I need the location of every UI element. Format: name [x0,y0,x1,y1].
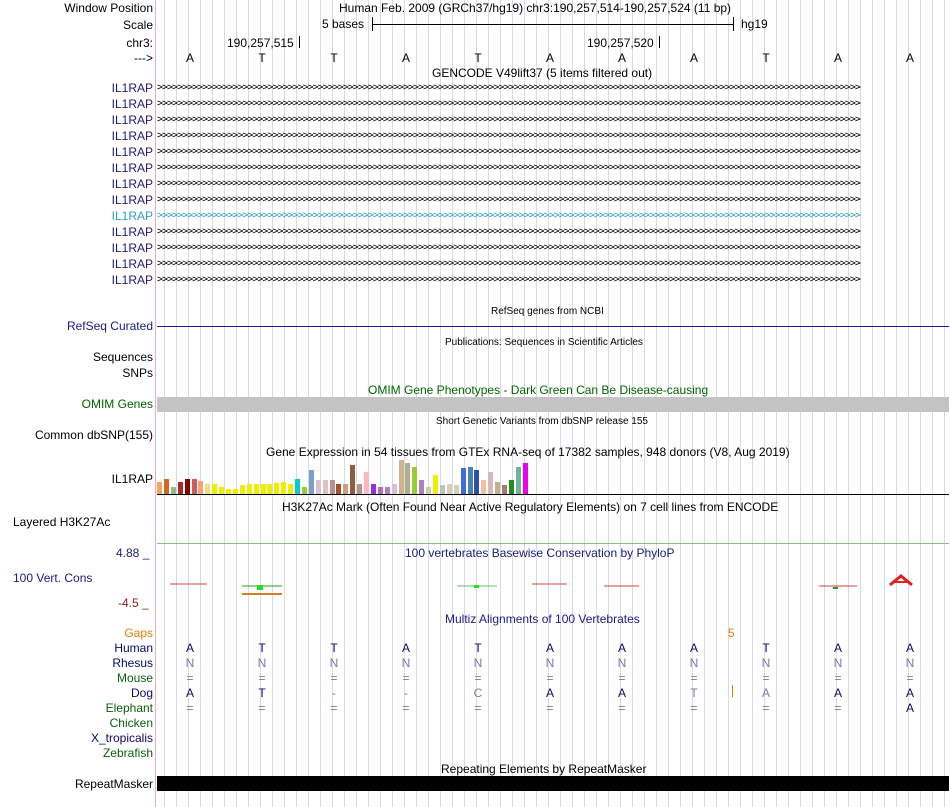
multiz-base: = [330,701,338,715]
gtex-tissue-bar[interactable] [267,484,272,494]
base-letter: A [833,51,842,65]
repeatmasker-track-title: Repeating Elements by RepeatMasker [441,762,647,776]
scale-value: 5 bases [322,17,365,31]
gencode-transcript-label[interactable]: IL1RAP [111,177,153,191]
base-letter: T [330,51,338,65]
multiz-base: = [474,701,482,715]
multiz-base: N [329,656,339,670]
gencode-transcript-line[interactable]: >>>>>>>>>>>>>>>>>>>>>>>>>>>>>>>>>>>>>>>>>>>>>>>>>>>>>>>>>>>>>>>>>>>>>>>>>>>>>>>>>>>>>>>>>>>>>>>>>>>>>>>>>>>>>>>>>>>>>>>>>>>>>>>>>>>>>>>>>>>> [157,98,860,109]
multiz-base: - [404,686,408,700]
scale-bar-right-tick [733,17,734,31]
multiz-base: N [473,656,483,670]
h3k27ac-baseline [157,543,949,544]
h3k27ac-track-title: H3K27Ac Mark (Often Found Near Active Regulatory Elements) on 7 cell lines from ENCODE [282,500,779,514]
gencode-transcript-label[interactable]: IL1RAP [111,257,153,271]
gtex-tissue-bar[interactable] [509,480,514,494]
multiz-base: = [834,701,842,715]
refseq-track-label[interactable]: RefSeq Curated [66,319,153,333]
gtex-tissue-bar[interactable] [433,475,438,494]
multiz-base: = [618,671,626,685]
gtex-tissue-bar[interactable] [240,485,245,494]
gencode-transcript-line[interactable]: >>>>>>>>>>>>>>>>>>>>>>>>>>>>>>>>>>>>>>>>>>>>>>>>>>>>>>>>>>>>>>>>>>>>>>>>>>>>>>>>>>>>>>>>>>>>>>>>>>>>>>>>>>>>>>>>>>>>>>>>>>>>>>>>>>>>>>>>>>>> [157,114,860,125]
gtex-tissue-bar[interactable] [488,472,493,494]
multiz-base: T [762,641,770,655]
window-position-label: Window Position [64,1,153,15]
multiz-base: = [186,671,194,685]
gtex-tissue-bar[interactable] [336,484,341,494]
multiz-base: A [833,641,842,655]
multiz-base: = [618,701,626,715]
multiz-species-label[interactable]: Elephant [105,701,153,715]
window-position-value: Human Feb. 2009 (GRCh37/hg19) chr3:190,257,514-190,257,524 (11 bp) [339,1,732,15]
multiz-base: = [546,671,554,685]
multiz-base: A [761,686,770,700]
gencode-transcript-label[interactable]: IL1RAP [111,193,153,207]
assembly-label: hg19 [741,17,768,31]
gtex-tissue-bar[interactable] [295,479,300,494]
gtex-tissue-bar[interactable] [454,485,459,494]
base-letter: A [617,51,626,65]
gencode-transcript-line[interactable]: >>>>>>>>>>>>>>>>>>>>>>>>>>>>>>>>>>>>>>>>>>>>>>>>>>>>>>>>>>>>>>>>>>>>>>>>>>>>>>>>>>>>>>>>>>>>>>>>>>>>>>>>>>>>>>>>>>>>>>>>>>>>>>>>>>>>>>>>>>>> [157,242,860,253]
gtex-tissue-bar[interactable] [330,480,335,494]
scale-label: Scale [122,18,153,32]
omim-feature-bar[interactable] [157,397,949,412]
omim-track-label[interactable]: OMIM Genes [81,397,153,411]
gencode-transcript-line[interactable]: >>>>>>>>>>>>>>>>>>>>>>>>>>>>>>>>>>>>>>>>>>>>>>>>>>>>>>>>>>>>>>>>>>>>>>>>>>>>>>>>>>>>>>>>>>>>>>>>>>>>>>>>>>>>>>>>>>>>>>>>>>>>>>>>>>>>>>>>>>>> [157,162,860,173]
gtex-tissue-bar[interactable] [247,484,252,494]
phylop-max-label: 4.88 _ [116,546,150,560]
refseq-gene-line[interactable] [157,326,949,327]
strand-label: ---> [134,51,153,65]
multiz-gaps-label: Gaps [124,626,153,640]
multiz-species-label[interactable]: Zebrafish [102,746,153,760]
pubs-track-title: Publications: Sequences in Scientific Articles [445,337,643,348]
gtex-tissue-bar[interactable] [198,481,203,494]
dbsnp-track-label[interactable]: Common dbSNP(155) [34,428,153,442]
label-data-divider [155,0,156,807]
multiz-base: = [690,671,698,685]
multiz-base: T [690,686,698,700]
multiz-base: C [473,686,483,700]
gtex-tissue-bar[interactable] [481,480,486,494]
gtex-tissue-bar[interactable] [192,479,197,494]
multiz-base: N [257,656,267,670]
gtex-tissue-bar[interactable] [323,480,328,494]
gtex-tissue-bar[interactable] [212,484,217,494]
gtex-tissue-bar[interactable] [343,484,348,494]
multiz-base: = [330,671,338,685]
gencode-transcript-line[interactable]: >>>>>>>>>>>>>>>>>>>>>>>>>>>>>>>>>>>>>>>>>>>>>>>>>>>>>>>>>>>>>>>>>>>>>>>>>>>>>>>>>>>>>>>>>>>>>>>>>>>>>>>>>>>>>>>>>>>>>>>>>>>>>>>>>>>>>>>>>>>> [157,194,860,205]
gtex-tissue-bar[interactable] [495,482,500,494]
multiz-base: = [474,671,482,685]
multiz-base: A [401,641,410,655]
multiz-base: A [545,686,554,700]
multiz-base: A [185,686,194,700]
gtex-tissue-bar[interactable] [205,484,210,494]
gtex-tissue-bar[interactable] [426,487,431,494]
dbsnp-track-title: Short Genetic Variants from dbSNP release 155 [436,416,648,427]
gencode-transcript-label[interactable]: IL1RAP [111,129,153,143]
phylop-track-label[interactable]: 100 Vert. Cons [13,571,93,585]
multiz-base: A [617,641,626,655]
gtex-tissue-bar[interactable] [385,487,390,494]
repeatmasker-feature-bar[interactable] [157,776,949,791]
position-tick-label-2: 190,257,520 [587,36,654,50]
gtex-tissue-bar[interactable] [171,487,176,494]
gtex-tissue-bar[interactable] [364,472,369,494]
base-letter: T [474,51,482,65]
pubs-snps-label[interactable]: SNPs [122,366,153,380]
multiz-base: = [690,701,698,715]
multiz-base: = [258,701,266,715]
gtex-tissue-bar[interactable] [447,484,452,494]
gencode-transcript-label[interactable]: IL1RAP [111,161,153,175]
h3k27ac-track-label[interactable]: Layered H3K27Ac [13,515,111,529]
phylop-signal[interactable] [157,560,949,605]
position-tick-label-1: 190,257,515 [227,36,294,50]
gtex-tissue-bar[interactable] [378,487,383,494]
gencode-transcript-line[interactable]: >>>>>>>>>>>>>>>>>>>>>>>>>>>>>>>>>>>>>>>>>>>>>>>>>>>>>>>>>>>>>>>>>>>>>>>>>>>>>>>>>>>>>>>>>>>>>>>>>>>>>>>>>>>>>>>>>>>>>>>>>>>>>>>>>>>>>>>>>>>> [157,130,860,141]
gtex-tissue-bar[interactable] [412,467,417,494]
gtex-tissue-bar[interactable] [164,479,169,494]
multiz-gaps-value: 5 [728,626,735,640]
position-tick-2 [659,36,660,48]
gencode-transcript-line[interactable]: >>>>>>>>>>>>>>>>>>>>>>>>>>>>>>>>>>>>>>>>>>>>>>>>>>>>>>>>>>>>>>>>>>>>>>>>>>>>>>>>>>>>>>>>>>>>>>>>>>>>>>>>>>>>>>>>>>>>>>>>>>>>>>>>>>>>>>>>>>>> [157,178,860,189]
multiz-base: N [833,656,843,670]
gtex-tissue-bar[interactable] [474,470,479,494]
gtex-tissue-bar[interactable] [419,480,424,494]
multiz-base: = [402,671,410,685]
gtex-tissue-bar[interactable] [288,484,293,494]
multiz-base: = [906,671,914,685]
gtex-tissue-bar[interactable] [254,484,259,494]
base-letter: A [401,51,410,65]
base-letter: A [689,51,698,65]
multiz-base: T [258,686,266,700]
multiz-base: T [258,641,266,655]
gtex-track-title: Gene Expression in 54 tissues from GTEx RNA-seq of 17382 samples, 948 donors (V8, Aug 2019) [266,445,790,459]
multiz-base: = [762,701,770,715]
multiz-base: A [833,686,842,700]
gtex-tissue-bar[interactable] [468,467,473,494]
gencode-transcript-line[interactable]: >>>>>>>>>>>>>>>>>>>>>>>>>>>>>>>>>>>>>>>>>>>>>>>>>>>>>>>>>>>>>>>>>>>>>>>>>>>>>>>>>>>>>>>>>>>>>>>>>>>>>>>>>>>>>>>>>>>>>>>>>>>>>>>>>>>>>>>>>>>> [157,226,860,237]
multiz-base: A [617,686,626,700]
gtex-tissue-bar[interactable] [185,479,190,494]
gtex-tissue-bar[interactable] [357,484,362,494]
multiz-base: = [546,701,554,715]
base-letter: A [905,51,914,65]
gtex-tissue-bar[interactable] [261,484,266,494]
multiz-species-label[interactable]: Human [114,641,153,655]
gencode-transcript-line[interactable]: >>>>>>>>>>>>>>>>>>>>>>>>>>>>>>>>>>>>>>>>>>>>>>>>>>>>>>>>>>>>>>>>>>>>>>>>>>>>>>>>>>>>>>>>>>>>>>>>>>>>>>>>>>>>>>>>>>>>>>>>>>>>>>>>>>>>>>>>>>>> [157,274,860,285]
phylop-track-title: 100 vertebrates Basewise Conservation by PhyloP [405,546,675,560]
multiz-base: A [185,641,194,655]
multiz-species-label[interactable]: Dog [130,686,153,700]
multiz-base: N [545,656,555,670]
multiz-base: A [689,641,698,655]
multiz-base: A [905,701,914,715]
gtex-track-label[interactable]: IL1RAP [111,472,153,486]
gtex-tissue-bar[interactable] [461,468,466,494]
multiz-base: A [545,641,554,655]
gencode-transcript-label[interactable]: IL1RAP [111,145,153,159]
multiz-base: - [332,686,336,700]
gtex-tissue-bar[interactable] [405,463,410,494]
multiz-base: N [761,656,771,670]
gtex-tissue-bar[interactable] [502,485,507,494]
gencode-transcript-label[interactable]: IL1RAP [111,241,153,255]
multiz-base: N [617,656,627,670]
multiz-base: N [185,656,195,670]
base-letter: A [185,51,194,65]
base-letter: T [258,51,266,65]
multiz-species-label[interactable]: Rhesus [112,656,153,670]
multiz-base: = [762,671,770,685]
gtex-tissue-bar[interactable] [157,482,162,494]
scale-bar [372,24,733,25]
gencode-transcript-line[interactable]: >>>>>>>>>>>>>>>>>>>>>>>>>>>>>>>>>>>>>>>>>>>>>>>>>>>>>>>>>>>>>>>>>>>>>>>>>>>>>>>>>>>>>>>>>>>>>>>>>>>>>>>>>>>>>>>>>>>>>>>>>>>>>>>>>>>>>>>>>>>> [157,146,860,157]
gtex-tissue-bar[interactable] [516,467,521,494]
pubs-sequences-label[interactable]: Sequences [92,350,153,364]
refseq-track-title: RefSeq genes from NCBI [491,306,604,317]
phylop-min-label: -4.5 _ [118,596,149,610]
gtex-tissue-bar[interactable] [219,487,224,494]
gtex-tissue-bar[interactable] [392,484,397,494]
gtex-tissue-bar[interactable] [302,487,307,494]
multiz-base: N [689,656,699,670]
gtex-tissue-bar[interactable] [316,480,321,494]
omim-track-title: OMIM Gene Phenotypes - Dark Green Can Be Disease-causing [368,383,709,397]
gencode-transcript-label[interactable]: IL1RAP [111,97,153,111]
repeatmasker-track-label[interactable]: RepeatMasker [74,777,153,791]
multiz-base: T [330,641,338,655]
gencode-transcript-line[interactable]: >>>>>>>>>>>>>>>>>>>>>>>>>>>>>>>>>>>>>>>>>>>>>>>>>>>>>>>>>>>>>>>>>>>>>>>>>>>>>>>>>>>>>>>>>>>>>>>>>>>>>>>>>>>>>>>>>>>>>>>>>>>>>>>>>>>>>>>>>>>> [157,258,860,269]
multiz-base: A [905,686,914,700]
gtex-tissue-bar[interactable] [178,482,183,494]
multiz-base: N [905,656,915,670]
multiz-track-title: Multiz Alignments of 100 Vertebrates [445,612,640,626]
multiz-base: A [905,641,914,655]
gencode-transcript-label[interactable]: IL1RAP [111,113,153,127]
base-letter: A [545,51,554,65]
gencode-transcript-label[interactable]: IL1RAP [111,81,153,95]
gencode-transcript-label[interactable]: IL1RAP [111,273,153,287]
multiz-base: = [834,671,842,685]
chrom-label: chr3: [126,36,153,50]
multiz-species-label[interactable]: Mouse [116,671,153,685]
multiz-base: = [402,701,410,715]
gtex-baseline [157,494,949,495]
gencode-transcript-label[interactable]: IL1RAP [111,225,153,239]
gencode-transcript-label[interactable]: IL1RAP [111,209,153,223]
multiz-species-label[interactable]: X_tropicalis [90,731,153,745]
gtex-tissue-bar[interactable] [281,482,286,494]
gencode-transcript-line[interactable]: >>>>>>>>>>>>>>>>>>>>>>>>>>>>>>>>>>>>>>>>>>>>>>>>>>>>>>>>>>>>>>>>>>>>>>>>>>>>>>>>>>>>>>>>>>>>>>>>>>>>>>>>>>>>>>>>>>>>>>>>>>>>>>>>>>>>>>>>>>>> [157,210,860,221]
base-letter: T [762,51,770,65]
position-tick-1 [299,36,300,48]
multiz-base: T [474,641,482,655]
gtex-tissue-bar[interactable] [523,463,528,494]
multiz-species-label[interactable]: Chicken [109,716,153,730]
gencode-track-title: GENCODE V49lift37 (5 items filtered out) [432,66,653,80]
gencode-transcript-line[interactable]: >>>>>>>>>>>>>>>>>>>>>>>>>>>>>>>>>>>>>>>>>>>>>>>>>>>>>>>>>>>>>>>>>>>>>>>>>>>>>>>>>>>>>>>>>>>>>>>>>>>>>>>>>>>>>>>>>>>>>>>>>>>>>>>>>>>>>>>>>>>> [157,82,860,93]
multiz-base: N [401,656,411,670]
gtex-tissue-bar[interactable] [440,485,445,494]
gtex-tissue-bar[interactable] [309,470,314,494]
gtex-tissue-bar[interactable] [350,465,355,494]
gtex-tissue-bar[interactable] [371,484,376,494]
multiz-base: = [186,701,194,715]
gtex-tissue-bar[interactable] [399,460,404,494]
gtex-tissue-bar[interactable] [274,483,279,494]
multiz-insertion-marker [732,685,733,697]
multiz-base: = [258,671,266,685]
